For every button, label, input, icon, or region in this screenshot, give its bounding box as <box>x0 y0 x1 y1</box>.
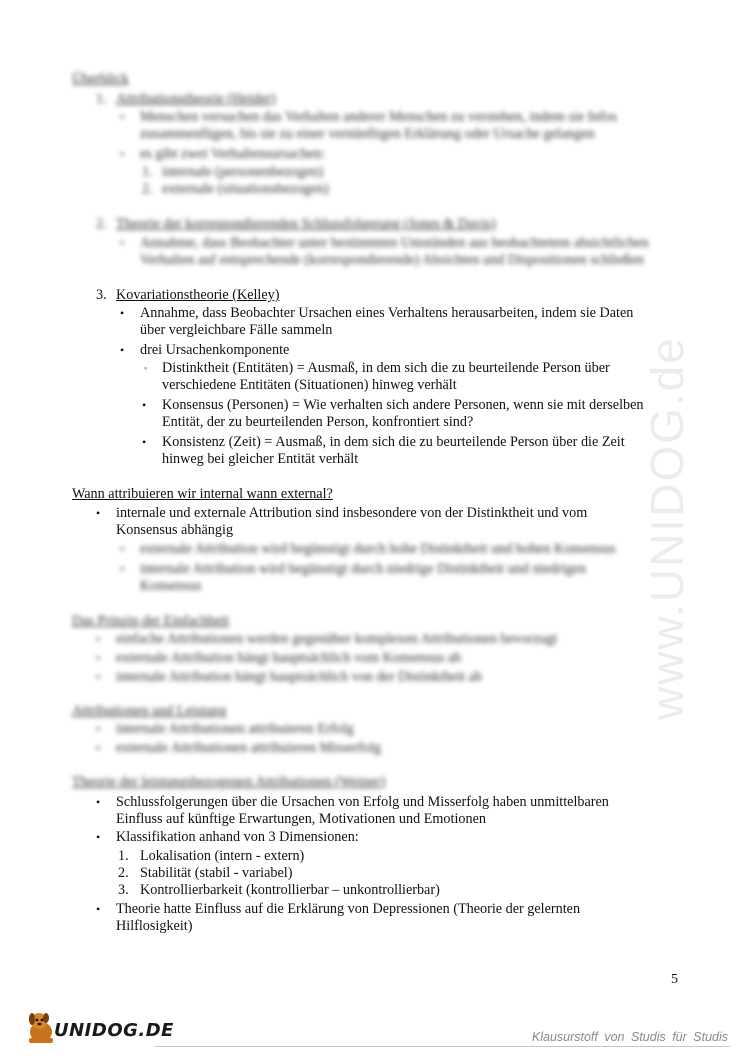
paragraph-line: externale Attribution wird begünstigt durch hohe Distinktheit und hohen Konsensus <box>140 541 616 557</box>
bullet-icon: • <box>96 670 101 684</box>
paragraph-line: Konsistenz (Zeit) = Ausmaß, in dem sich die zu beurteilende Person über die Zeit <box>162 434 625 450</box>
paragraph-line: internale und externale Attribution sind insbesondere von der Distinktheit und vom <box>116 505 588 521</box>
paragraph-line: Klassifikation anhand von 3 Dimensionen: <box>116 829 359 845</box>
list-number: 1. <box>118 848 129 864</box>
bullet-icon: • <box>96 830 101 844</box>
paragraph-line: Schlussfolgerungen über die Ursachen von Erfolg und Misserfolg haben unmittelbaren <box>116 794 609 810</box>
paragraph-line: Entität, der zu beurteilenden Person, konfrontiert sind? <box>162 414 474 430</box>
list-number: 3. <box>96 287 107 303</box>
section-heading-leistung: Attributionen und Leistung <box>72 703 227 719</box>
paragraph-line: Stabilität (stabil - variabel) <box>140 865 293 881</box>
bullet-icon: • <box>96 741 101 755</box>
bullet-icon: • <box>142 398 147 412</box>
paragraph-line: es gibt zwei Verhaltensursachen: <box>140 146 326 162</box>
paragraph-line: externale Attribution hängt hauptsächlich vom Konsensus ab <box>116 650 462 666</box>
logo-text: UNIDOG.DE <box>54 1020 174 1041</box>
bullet-icon: • <box>96 902 101 916</box>
page-number: 5 <box>671 972 678 987</box>
paragraph-line: internale Attribution wird begünstigt durch niedrige Distinktheit und niedrigen <box>140 561 587 577</box>
section-heading-jones-davis: Theorie der korrespondierenden Schlussfolgerung (Jones & Davis) <box>116 216 496 232</box>
paragraph-line: Distinktheit (Entitäten) = Ausmaß, in dem sich die zu beurteilende Person über <box>162 360 610 376</box>
paragraph-line: Theorie hatte Einfluss auf die Erklärung von Depressionen (Theorie der gelernten <box>116 901 581 917</box>
section-heading-einfachheit: Das Prinzip der Einfachheit <box>72 613 230 629</box>
list-number: 2. <box>142 181 153 197</box>
paragraph-line: externale Attributionen attribuieren Misserfolg <box>116 740 382 756</box>
paragraph-line: Verhalten auf entsprechende (korrespondierende) Absichten und Dispositionen schließen <box>140 252 644 268</box>
paragraph-line: verschiedene Entitäten (Situationen) hinweg verhält <box>162 377 457 393</box>
paragraph-line: zusammenfügen, bis sie zu einer vernünftigen Erklärung oder Ursache gelangen <box>140 126 595 142</box>
paragraph-line: Konsensus (Personen) = Wie verhalten sich andere Personen, wenn sie mit derselben <box>162 397 644 413</box>
paragraph-line: Annahme, dass Beobachter unter bestimmten Umständen aus beobachtetem absichtlichen <box>140 235 649 251</box>
paragraph-line: Menschen versuchen das Verhalten anderer Menschen zu verstehen, indem sie Infos <box>140 109 617 125</box>
bullet-icon: • <box>120 110 125 124</box>
bullet-icon: • <box>96 651 101 665</box>
paragraph-line: Konsensus abhängig <box>116 522 234 538</box>
footer-tagline: Klausurstoff von Studis für Studis <box>531 1030 728 1044</box>
bullet-icon: • <box>120 306 125 320</box>
bullet-icon: • <box>120 147 125 161</box>
section-heading-kelley: Kovariationstheorie (Kelley) <box>116 287 280 303</box>
section-heading-weiner: Theorie der leistungsbezogenen Attributionen (Weiner) <box>72 774 386 790</box>
watermark: www.UNIDOG.de <box>641 336 693 720</box>
paragraph-line: Lokalisation (intern - extern) <box>140 848 305 864</box>
bullet-icon: • <box>120 343 125 357</box>
paragraph-line: internale Attributionen attribuieren Erfolg <box>116 721 354 737</box>
bullet-icon: • <box>96 506 101 520</box>
bullet-icon: • <box>120 562 125 576</box>
paragraph-line: über vergleichbare Fälle sammeln <box>140 322 333 338</box>
paragraph-line: Konsensus <box>140 578 202 594</box>
bullet-icon: • <box>96 722 101 736</box>
section-heading-wann: Wann attribuieren wir internal wann external? <box>72 486 333 502</box>
bullet-icon: • <box>120 542 125 556</box>
section-heading-heider: Attributionstheorie (Heider) <box>116 91 276 107</box>
footer-divider <box>155 1046 730 1047</box>
paragraph-line: internale Attribution hängt hauptsächlich von der Distinktheit ab <box>116 669 483 685</box>
paragraph-line: Annahme, dass Beobachter Ursachen eines Verhaltens herausarbeiten, indem sie Daten <box>140 305 634 321</box>
bullet-icon: • <box>96 632 101 646</box>
bullet-icon: • <box>142 435 147 449</box>
overview-heading: Überblick <box>72 71 129 87</box>
paragraph-line: Einfluss auf künftige Erwartungen, Motivationen und Emotionen <box>116 811 486 827</box>
list-number: 1. <box>96 91 107 107</box>
paragraph-line: Hilflosigkeit) <box>116 918 193 934</box>
paragraph-line: Kontrollierbarkeit (kontrollierbar – unkontrollierbar) <box>140 882 440 898</box>
paragraph-line: internale (personenbezogen) <box>162 164 324 180</box>
paragraph-line: drei Ursachenkomponente <box>140 342 290 358</box>
bullet-icon: • <box>120 236 125 250</box>
paragraph-line: hinweg bei gleicher Entität verhält <box>162 451 359 467</box>
bullet-icon: • <box>96 795 101 809</box>
list-number: 2. <box>118 865 129 881</box>
paragraph-line: externale (situationsbezogen) <box>162 181 329 197</box>
dog-mascot-icon <box>24 1010 58 1046</box>
paragraph-line: einfache Attributionen werden gegenüber komplexen Attributionen bevorzugt <box>116 631 558 647</box>
list-number: 2. <box>96 216 107 232</box>
sub-bullet-icon: ◦ <box>144 363 148 373</box>
list-number: 1. <box>142 164 153 180</box>
list-number: 3. <box>118 882 129 898</box>
unidog-logo <box>24 1010 174 1050</box>
